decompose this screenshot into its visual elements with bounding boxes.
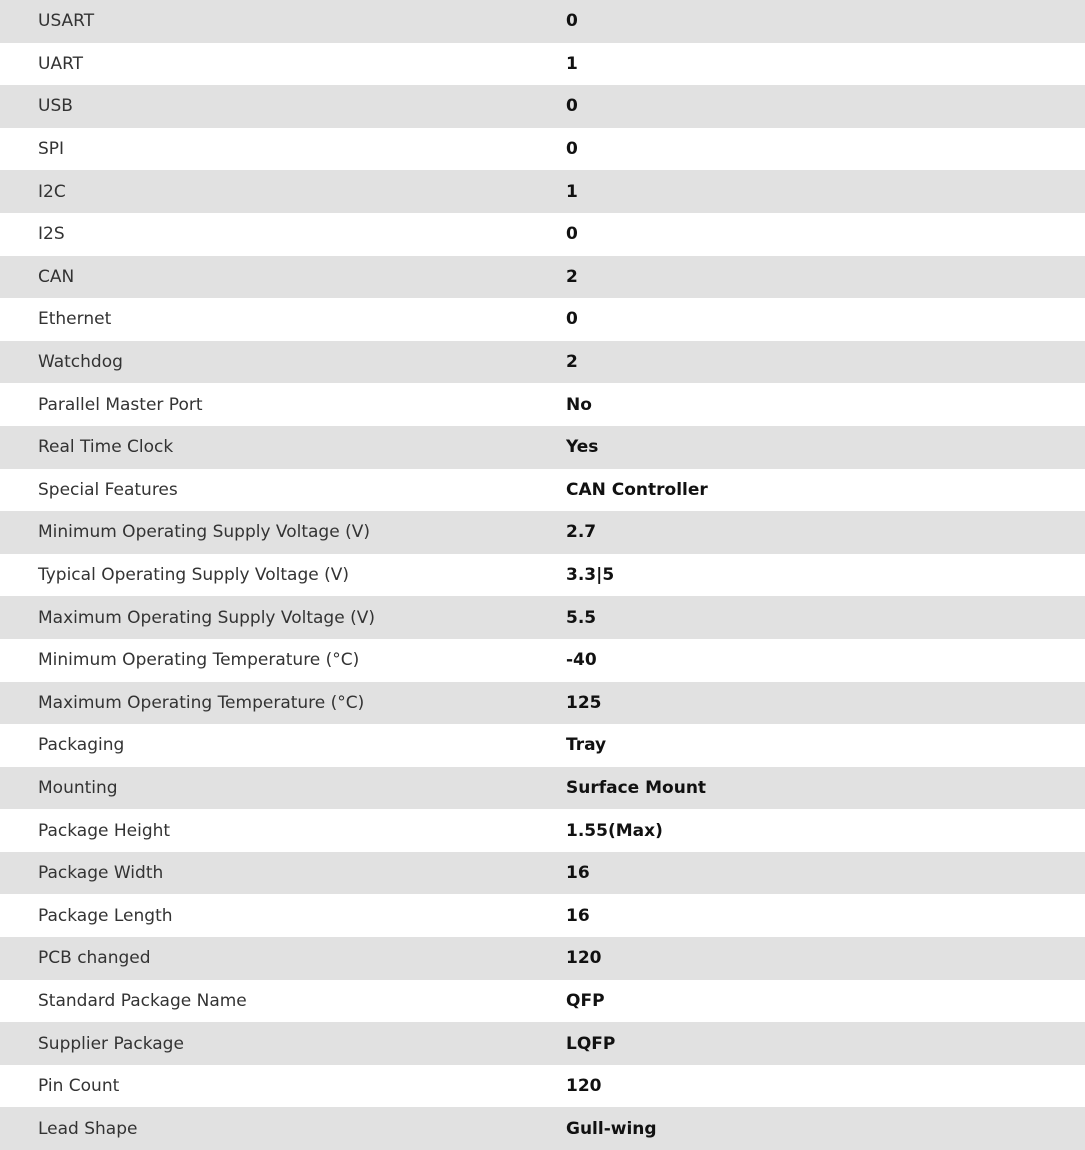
spec-label: CAN: [38, 266, 75, 287]
spec-row: [0, 809, 1085, 852]
spec-value: CAN Controller: [566, 479, 708, 500]
spec-value: 120: [566, 1076, 602, 1097]
spec-row: [0, 0, 1085, 43]
spec-label: Ethernet: [38, 309, 112, 330]
spec-row: [0, 980, 1085, 1023]
spec-row: [0, 170, 1085, 213]
spec-label: Maximum Operating Supply Voltage (V): [38, 607, 375, 628]
spec-row: [0, 426, 1085, 469]
spec-row: [0, 1065, 1085, 1108]
spec-label: Packaging: [38, 735, 125, 756]
spec-value: Surface Mount: [566, 777, 707, 798]
spec-value: -40: [566, 650, 597, 671]
spec-row: [0, 724, 1085, 767]
spec-row: [0, 256, 1085, 299]
spec-label: Mounting: [38, 777, 118, 798]
spec-row: [0, 128, 1085, 171]
spec-value: 1: [566, 53, 578, 74]
spec-row: [0, 682, 1085, 725]
spec-value: 2.7: [566, 522, 597, 543]
spec-value: 16: [566, 905, 590, 926]
spec-row: [0, 767, 1085, 810]
spec-row: [0, 43, 1085, 86]
spec-value: 0: [566, 139, 578, 160]
spec-value: 2: [566, 352, 578, 373]
spec-value: 0: [566, 11, 578, 32]
spec-row: [0, 852, 1085, 895]
spec-row: [0, 511, 1085, 554]
spec-row: [0, 937, 1085, 980]
spec-label: Minimum Operating Temperature (°C): [38, 650, 360, 671]
spec-label: Package Height: [38, 820, 171, 841]
spec-label: USB: [38, 96, 73, 117]
spec-value: 1: [566, 181, 578, 202]
spec-row: [0, 383, 1085, 426]
spec-label: Lead Shape: [38, 1118, 138, 1139]
spec-label: Real Time Clock: [38, 437, 174, 458]
spec-label: SPI: [38, 139, 65, 160]
spec-value: 125: [566, 692, 602, 713]
spec-label: Maximum Operating Temperature (°C): [38, 692, 365, 713]
spec-value: 2: [566, 266, 578, 287]
spec-label: Typical Operating Supply Voltage (V): [38, 565, 349, 586]
spec-label: Parallel Master Port: [38, 394, 203, 415]
spec-value: LQFP: [566, 1033, 616, 1054]
spec-value: No: [566, 394, 592, 415]
spec-value: Yes: [566, 437, 599, 458]
spec-label: Package Length: [38, 905, 173, 926]
spec-row: [0, 639, 1085, 682]
spec-label: UART: [38, 53, 84, 74]
spec-row: [0, 213, 1085, 256]
spec-label: I2S: [38, 224, 65, 245]
spec-label: Minimum Operating Supply Voltage (V): [38, 522, 370, 543]
spec-row: [0, 1022, 1085, 1065]
spec-value: Tray: [566, 735, 607, 756]
spec-value: 0: [566, 224, 578, 245]
spec-label: Standard Package Name: [38, 990, 247, 1011]
spec-value: QFP: [566, 990, 605, 1011]
spec-row: [0, 469, 1085, 512]
spec-label: Special Features: [38, 479, 178, 500]
spec-value: 1.55(Max): [566, 820, 663, 841]
spec-row: [0, 554, 1085, 597]
spec-label: Pin Count: [38, 1076, 120, 1097]
spec-row: [0, 341, 1085, 384]
spec-label: PCB changed: [38, 948, 151, 969]
spec-value: Gull-wing: [566, 1118, 657, 1139]
spec-label: Package Width: [38, 863, 164, 884]
spec-label: Supplier Package: [38, 1033, 184, 1054]
spec-row: [0, 85, 1085, 128]
spec-row: [0, 596, 1085, 639]
spec-label: USART: [38, 11, 95, 32]
spec-value: 16: [566, 863, 590, 884]
spec-label: I2C: [38, 181, 66, 202]
spec-value: 0: [566, 309, 578, 330]
spec-value: 5.5: [566, 607, 597, 628]
spec-value: 120: [566, 948, 602, 969]
spec-row: [0, 894, 1085, 937]
spec-label: Watchdog: [38, 352, 123, 373]
spec-value: 3.3|5: [566, 565, 615, 586]
spec-row: [0, 298, 1085, 341]
spec-value: 0: [566, 96, 578, 117]
